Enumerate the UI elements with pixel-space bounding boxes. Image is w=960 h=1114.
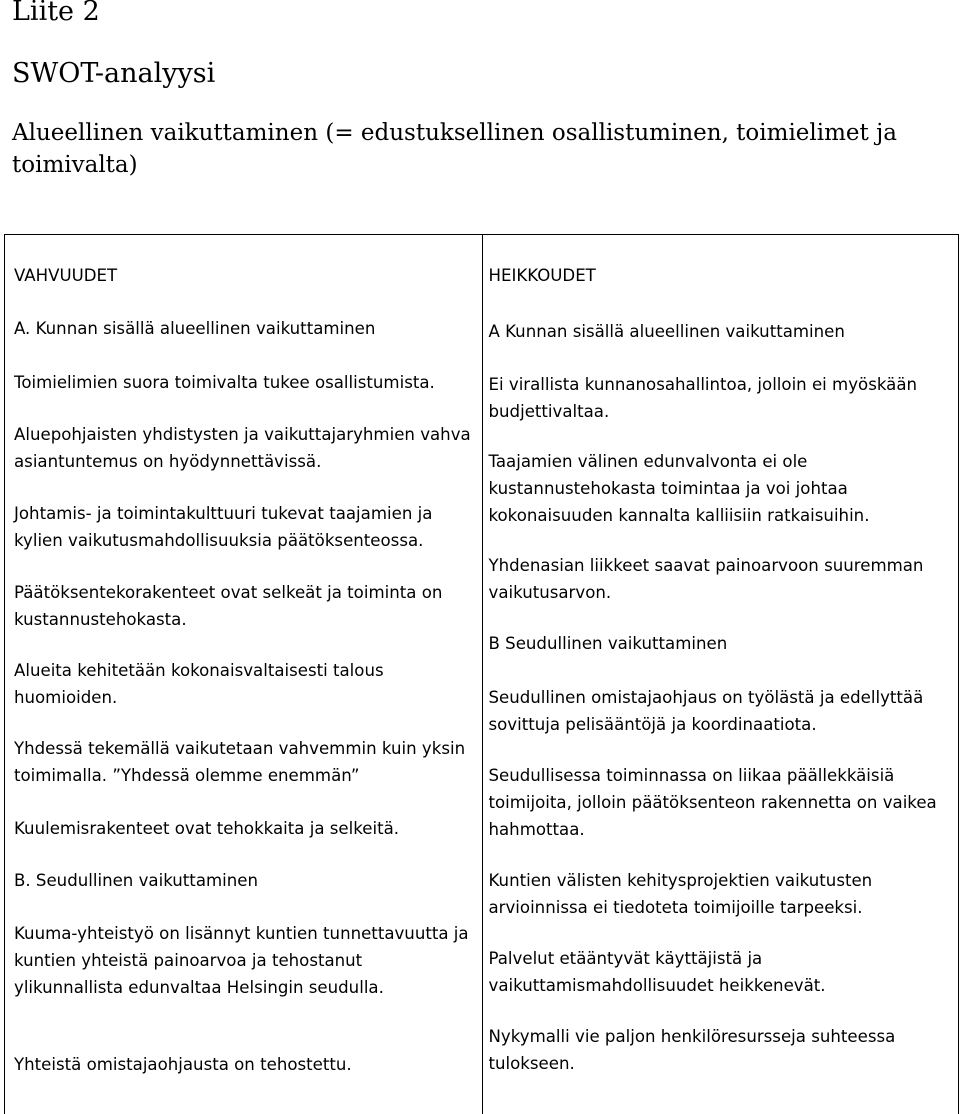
strengths-paragraph: Alueita kehitetään kokonaisvaltaisesti talous huomioiden.	[14, 661, 384, 707]
strengths-paragraph: Aluepohjaisten yhdistysten ja vaikuttajaryhmien vahva asiantuntemus on hyödynnettävissä.	[14, 425, 471, 471]
weaknesses-paragraph: Seudullisessa toiminnassa on liikaa päällekkäisiä toimijoita, jolloin päätöksenteon rakennetta on vaikea hahmottaa.	[488, 766, 937, 839]
weaknesses-paragraph: Yhdenasian liikkeet saavat painoarvoon suuremman vaikutusarvon.	[488, 556, 924, 602]
weaknesses-paragraph: Taajamien välinen edunvalvonta ei ole kustannustehokasta toimintaa ja voi johtaa kokonaisuuden kannalta kalliisiin ratkaisuihin.	[488, 452, 870, 525]
weaknesses-paragraph: Nykymalli vie paljon henkilöresursseja suhteessa tulokseen.	[488, 1027, 896, 1073]
weaknesses-heading: HEIKKOUDET	[488, 266, 596, 285]
strengths-paragraph: Kuuma-yhteistyö on lisännyt kuntien tunnettavuutta ja kuntien yhteistä painoarvoa ja tehostanut ylikunnallista edunvaltaa Helsingin seudulla.	[14, 924, 469, 997]
page-subtitle: Alueellinen vaikuttaminen (= edustuksellinen osallistuminen, toimielimet ja toimivalta)	[12, 120, 897, 178]
strengths-paragraph: Kuulemisrakenteet ovat tehokkaita ja selkeitä.	[14, 819, 400, 838]
strengths-paragraph: Yhdessä tekemällä vaikutetaan vahvemmin kuin yksin toimimalla. ”Yhdessä olemme enemmän”	[14, 739, 466, 785]
weaknesses-column	[483, 235, 960, 1114]
strengths-paragraph: Yhteistä omistajaohjausta on tehostettu.	[14, 1055, 352, 1074]
strengths-paragraph: Toimielimien suora toimivalta tukee osallistumista.	[14, 373, 435, 392]
weaknesses-paragraph: A Kunnan sisällä alueellinen vaikuttaminen	[488, 322, 845, 341]
weaknesses-paragraph: Seudullinen omistajaohjaus on työlästä ja edellyttää sovittuja pelisääntöjä ja koordinaatiota.	[488, 688, 924, 734]
weaknesses-paragraph: Palvelut etääntyvät käyttäjistä ja vaikuttamismahdollisuudet heikkenevät.	[488, 949, 826, 995]
swot-table	[4, 234, 959, 1114]
strengths-paragraph: A. Kunnan sisällä alueellinen vaikuttaminen	[14, 319, 376, 338]
appendix-label: Liite 2	[12, 0, 100, 27]
strengths-paragraph: Päätöksentekorakenteet ovat selkeät ja toiminta on kustannustehokasta.	[14, 583, 443, 629]
strengths-column	[5, 235, 483, 1114]
strengths-heading: VAHVUUDET	[14, 266, 118, 285]
weaknesses-paragraph: Kuntien välisten kehitysprojektien vaikutusten arvioinnissa ei tiedoteta toimijoille tarpeeksi.	[488, 871, 873, 917]
weaknesses-paragraph: Ei virallista kunnanosahallintoa, jolloin ei myöskään budjettivaltaa.	[488, 375, 918, 421]
page-title: SWOT-analyysi	[12, 58, 216, 89]
strengths-paragraph: Johtamis- ja toimintakulttuuri tukevat taajamien ja kylien vaikutusmahdollisuuksia päätöksenteossa.	[14, 504, 433, 550]
strengths-paragraph: B. Seudullinen vaikuttaminen	[14, 871, 259, 890]
weaknesses-paragraph: B Seudullinen vaikuttaminen	[488, 634, 728, 653]
